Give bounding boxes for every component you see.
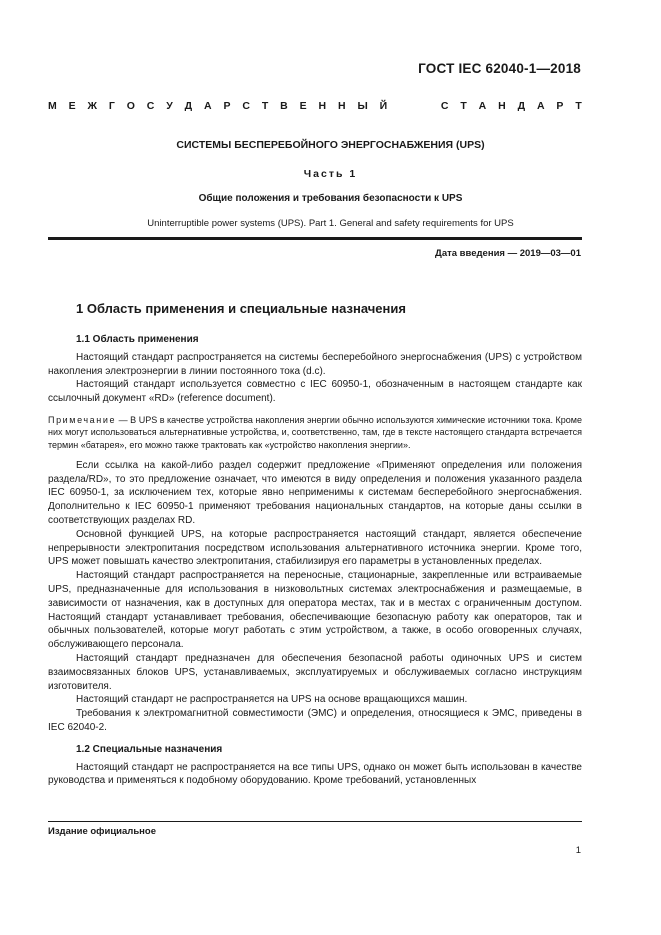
banner-letter: Е: [68, 100, 76, 112]
part-label: Часть 1: [303, 168, 358, 180]
page-number: 1: [575, 845, 581, 856]
standard-code: ГОСТ IEC 62040-1—2018: [418, 61, 581, 76]
paragraph: Если ссылка на какой-либо раздел содержит предложение «Применяют определения или положения раздела/RD», то это предложение означает, что имеются в виду определения и положения указанного раздела IEC 60950-1, за исключением тех, которые явно неприменимы к системам бесперебойного энергоснабжения. Дополнительно к IEC 60950-1 применяют требования национальных стандартов, на которые даны ссылки в соответствующих разделах RD.: [48, 459, 582, 527]
paragraph: Основной функцией UPS, на которые распространяется настоящий стандарт, является обеспечение непрерывности электропитания посредством использования альтернативного источника энергии. Кроме того, UPS может повышать качество электропитания, стабилизируя его параметры в установленных пределах.: [48, 528, 582, 568]
paragraph: Настоящий стандарт используется совместно с IEC 60950-1, обозначенным в настоящем стандарте как ссылочный документ «RD» (reference document).: [48, 379, 582, 405]
banner-letter: М: [48, 100, 57, 112]
paragraph: Настоящий стандарт предназначен для обеспечения безопасной работы одиночных UPS и систем взаимосвязанных блоков UPS, устанавливаемых, эксплуатируемых и обслуживаемых согласно инструкциям изготовителя.: [48, 653, 582, 692]
paragraph: Настоящий стандарт не распространяется на UPS на основе вращающихся машин.: [76, 694, 468, 706]
banner-letter: Г: [108, 100, 115, 112]
note-text: — В UPS в качестве устройства накопления энергии обычно используются химические источники тока. Кроме них могут использоваться альтернативные устройства, и, соответственно, там, где в тексте настоящего стандарта встречается термин «батарея», его можно также трактовать как «устройство накопления энергии».: [48, 414, 582, 450]
paragraph: Настоящий стандарт распространяется на переносные, стационарные, закрепленные или встраиваемые UPS, предназначенные для использования в низковольтных системах электроснабжения и размещаемые, в зависимости от назначения, как в доступных для оператора местах, так и в местах с ограниченным доступом. Настоящий стандарт устанавливает требования, обеспечивающие безопасную работу как операторов, так и обычных пользователей, которые могут работать с этим устройством, а также, в особо оговоренных случаях, обслуживающего персонала.: [48, 570, 582, 651]
footer-divider: [48, 821, 582, 822]
interstate-standard-banner: [48, 100, 582, 112]
banner-letter: Т: [460, 100, 467, 112]
banner-letter: С: [440, 100, 449, 112]
banner-letter: Н: [318, 100, 327, 112]
paragraph: Настоящий стандарт не распространяется на все типы UPS, однако он может быть использован в качестве руководства и применяться к подобному оборудованию. Кроме требований, установленных: [48, 761, 582, 787]
banner-letter: А: [204, 100, 212, 112]
banner-letter: Р: [556, 100, 564, 112]
banner-letter: Д: [517, 100, 526, 112]
banner-letter: Т: [261, 100, 269, 112]
subsection-heading: 1.2 Специальные назначения: [76, 743, 223, 755]
paragraph: Требования к электромагнитной совместимости (ЭМС) и определения, относящиеся к ЭМС, приведены в IEC 62040-2.: [48, 708, 582, 734]
banner-letter: Н: [337, 100, 346, 112]
banner-gap: [399, 100, 429, 112]
banner-letter: Р: [223, 100, 231, 112]
banner-letter: О: [126, 100, 135, 112]
section-heading: 1 Область применения и специальные назначения: [76, 301, 406, 316]
banner-letter: У: [166, 100, 173, 112]
document-subtitle: Общие положения и требования безопасности к UPS: [198, 193, 463, 204]
banner-letter: Ж: [87, 100, 98, 112]
banner-letter: А: [536, 100, 545, 112]
introduction-date: Дата введения — 2019—03—01: [435, 248, 581, 259]
edition-label: Издание официальное: [48, 826, 156, 837]
banner-letter: Е: [299, 100, 307, 112]
banner-letter: Й: [379, 100, 388, 112]
banner-letter: Н: [498, 100, 506, 112]
banner-letter: С: [242, 100, 250, 112]
banner-letter: Ы: [357, 100, 368, 112]
banner-letter: А: [478, 100, 487, 112]
english-title: Uninterruptible power systems (UPS). Part 1. General and safety requirements for UPS: [147, 218, 514, 229]
section-body: [48, 333, 582, 788]
header-divider: [48, 237, 582, 240]
banner-letter: Д: [184, 100, 193, 112]
document-title: СИСТЕМЫ БЕСПЕРЕБОЙНОГО ЭНЕРГОСНАБЖЕНИЯ (UPS): [176, 139, 485, 151]
banner-letter: Т: [575, 100, 582, 112]
subsection-heading: 1.1 Область применения: [76, 334, 199, 345]
note-paragraph: [48, 414, 582, 451]
note-label: Примечание: [48, 414, 117, 425]
banner-letter: С: [146, 100, 155, 112]
paragraph: Настоящий стандарт распространяется на системы бесперебойного энергоснабжения (UPS) с устройством накопления электроэнергии в линии постоянного тока (d.c).: [48, 351, 582, 377]
banner-letter: В: [280, 100, 288, 112]
